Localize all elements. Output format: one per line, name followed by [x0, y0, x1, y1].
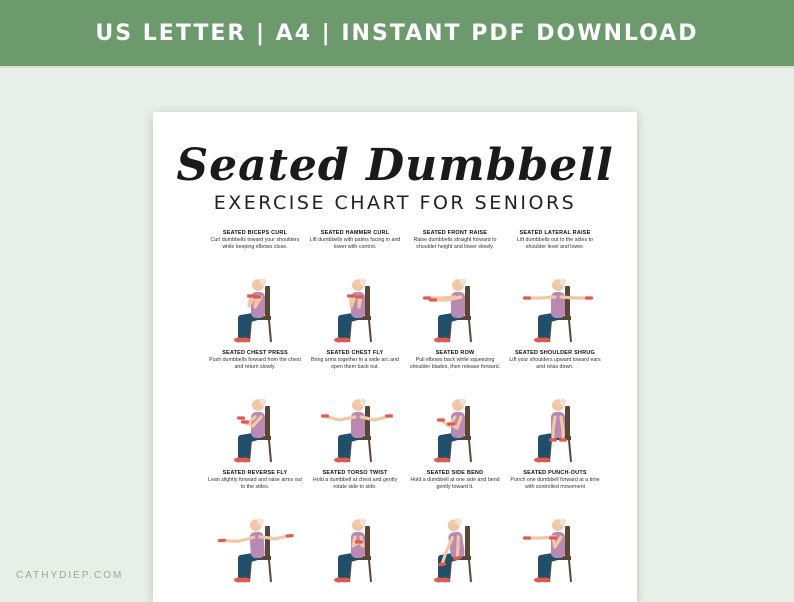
figure-hair-bun — [560, 519, 567, 526]
exercise-illustration — [215, 380, 295, 465]
exercise-description: Hold a dumbbell at chest and gently rotate side to side. — [312, 477, 398, 490]
figure-shoe — [340, 458, 350, 463]
exercise-name: SEATED CHEST PRESS — [222, 350, 288, 356]
exercise-description: Push dumbbells forward from the chest and return slowly. — [209, 357, 301, 370]
exercise-description: Pull elbows back while squeezing shoulder blades, then release forward. — [409, 357, 501, 370]
exercise-illustration — [215, 260, 295, 345]
exercise-name: SEATED FRONT RAISE — [422, 230, 488, 236]
exercise-illustration — [515, 500, 595, 585]
figure-shoe — [540, 578, 550, 583]
chair-leg — [369, 560, 371, 582]
figure-upper-body — [237, 399, 267, 439]
figure-hair-bun — [560, 279, 567, 286]
figure-upper-body — [523, 279, 593, 319]
chair-leg — [569, 440, 571, 462]
figure-upper-body — [549, 399, 567, 442]
banner-text: US LETTER | A4 | INSTANT PDF DOWNLOAD — [95, 20, 699, 46]
exercise-description: Lean slightly forward and raise arms out to the sides. — [208, 477, 302, 490]
figure-hair-bun — [460, 279, 467, 286]
exercise-name: SEATED REVERSE FLY — [222, 470, 288, 476]
exercise-description: Curl dumbbells toward your shoulders while keeping elbows close. — [210, 237, 300, 250]
chair-leg — [369, 440, 371, 462]
dumbbell-icon — [523, 536, 531, 539]
figure-shoe — [440, 458, 450, 463]
exercise-description: Hold a dumbbell at one side and bend gently toward it. — [410, 477, 500, 490]
figure-hair-bun — [360, 519, 367, 526]
figure-hair-bun — [260, 399, 267, 406]
exercise-grid — [205, 230, 605, 590]
exercise-name: SEATED HAMMER CURL — [320, 230, 390, 236]
chair-back — [565, 406, 570, 440]
figure-shoe — [340, 338, 350, 343]
exercise-name: SEATED CHEST FLY — [326, 350, 384, 356]
dumbbell-icon — [549, 536, 557, 539]
chair-back — [265, 406, 270, 440]
chair-back — [365, 526, 370, 560]
chair-leg — [269, 320, 271, 342]
chair-back — [265, 526, 270, 560]
figure-shoe — [540, 338, 550, 343]
chair-leg — [369, 320, 371, 342]
figure-upper-body — [247, 279, 267, 319]
chair-leg — [569, 560, 571, 582]
dumbbell-icon — [237, 416, 245, 419]
chair-back — [365, 286, 370, 320]
figure-leg — [247, 436, 261, 458]
chair-back — [465, 526, 470, 560]
exercise-illustration — [315, 380, 395, 465]
dumbbell-icon — [241, 420, 249, 423]
chair-leg — [469, 320, 471, 342]
exercise-illustration — [215, 500, 295, 585]
figure-upper-body — [423, 279, 467, 319]
exercise-name: SEATED TORSO TWIST — [322, 470, 388, 476]
exercise-card — [305, 350, 405, 470]
figure-shoe — [240, 578, 250, 583]
chair-back — [565, 526, 570, 560]
figure-leg — [247, 316, 261, 338]
figure-upper-body — [437, 399, 467, 439]
figure-upper-body — [321, 399, 393, 439]
exercise-card — [205, 230, 305, 350]
exercise-name: SEATED ROW — [435, 350, 475, 356]
figure-upper-body — [347, 279, 367, 319]
exercise-name: SEATED BICEPS CURL — [222, 230, 288, 236]
exercise-card — [205, 470, 305, 590]
figure-leg — [547, 316, 561, 338]
watermark: CATHYDIEP.COM — [16, 570, 124, 581]
dumbbell-icon — [347, 294, 355, 297]
dumbbell-icon — [218, 539, 226, 543]
figure-upper-body — [523, 519, 567, 559]
figure-hair-bun — [460, 399, 467, 406]
figure-hair-bun — [560, 399, 567, 406]
figure-hair-bun — [260, 279, 267, 286]
dumbbell-icon — [437, 418, 445, 421]
exercise-card — [505, 230, 605, 350]
exercise-name: SEATED PUNCH-OUTS — [523, 470, 587, 476]
exercise-illustration — [415, 260, 495, 345]
dumbbell-icon — [585, 296, 593, 299]
exercise-chart-sheet — [153, 112, 637, 602]
figure-shoe — [540, 458, 550, 463]
dumbbell-icon — [385, 414, 393, 417]
figure-hair-bun — [360, 399, 367, 406]
exercise-illustration — [515, 380, 595, 465]
figure-leg — [547, 556, 561, 578]
chart-subtitle: EXERCISE CHART FOR SENIORS — [213, 192, 577, 214]
figure-hair-bun — [360, 279, 367, 286]
figure-upper-body — [216, 516, 295, 561]
exercise-card — [205, 350, 305, 470]
chair-leg — [269, 440, 271, 462]
exercise-description: Lift dumbbells out to the sides to shoulder level and lower. — [517, 237, 593, 250]
figure-arm — [260, 535, 290, 540]
dumbbell-icon — [286, 534, 294, 538]
chair-leg — [469, 440, 471, 462]
figure-leg — [447, 316, 461, 338]
exercise-card — [305, 230, 405, 350]
exercise-description: Punch one dumbbell forward at a time with controlled movement — [510, 477, 600, 490]
exercise-card — [405, 230, 505, 350]
exercise-description: Bring arms together in a wide arc and open them back out. — [310, 357, 400, 370]
exercise-illustration — [315, 260, 395, 345]
figure-upper-body — [351, 519, 367, 559]
exercise-name: SEATED LATERAL RAISE — [519, 230, 591, 236]
chair-back — [465, 406, 470, 440]
exercise-description: Lift your shoulders upward toward ears and relax down. — [509, 357, 601, 370]
figure-leg — [347, 316, 361, 338]
chair-back — [365, 406, 370, 440]
exercise-name: SEATED SIDE BEND — [426, 470, 484, 476]
top-banner — [0, 0, 794, 68]
exercise-name: SEATED SHOULDER SHRUG — [515, 350, 595, 356]
dumbbell-icon — [321, 414, 329, 417]
figure-leg — [447, 436, 461, 458]
figure-arm — [325, 416, 355, 420]
exercise-card — [505, 470, 605, 590]
exercise-description: Raise dumbbells straight forward to shoulder height and lower slowly. — [413, 237, 497, 250]
figure-leg — [247, 556, 261, 578]
exercise-card — [405, 470, 505, 590]
exercise-illustration — [415, 380, 495, 465]
dumbbell-icon — [355, 295, 363, 298]
dumbbell-icon — [429, 298, 437, 301]
exercise-card — [305, 470, 405, 590]
dumbbell-icon — [559, 438, 567, 441]
figure-arm — [361, 416, 389, 420]
figure-shoe — [240, 458, 250, 463]
dumbbell-icon — [549, 438, 557, 441]
chart-title: Seated Dumbbell — [176, 140, 614, 191]
chair-leg — [469, 560, 471, 582]
chair-leg — [569, 320, 571, 342]
exercise-description: Lift dumbbells with palms facing in and lower with control. — [309, 237, 401, 250]
exercise-illustration — [515, 260, 595, 345]
chair-back — [465, 286, 470, 320]
exercise-card — [505, 350, 605, 470]
dumbbell-icon — [355, 540, 363, 543]
chair-back — [565, 286, 570, 320]
exercise-illustration — [315, 500, 395, 585]
figure-arm — [561, 297, 589, 298]
figure-arm — [222, 537, 254, 542]
figure-shoe — [440, 338, 450, 343]
dumbbell-icon — [523, 296, 531, 299]
exercise-card — [405, 350, 505, 470]
dumbbell-icon — [447, 422, 455, 425]
dumbbell-icon — [253, 295, 261, 298]
figure-leg — [347, 436, 361, 458]
figure-leg — [347, 556, 361, 578]
chair-leg — [269, 560, 271, 582]
chair-back — [265, 286, 270, 320]
figure-shoe — [340, 578, 350, 583]
figure-arm — [527, 297, 555, 298]
figure-shoe — [440, 578, 450, 583]
figure-shoe — [240, 338, 250, 343]
exercise-illustration — [415, 500, 495, 585]
